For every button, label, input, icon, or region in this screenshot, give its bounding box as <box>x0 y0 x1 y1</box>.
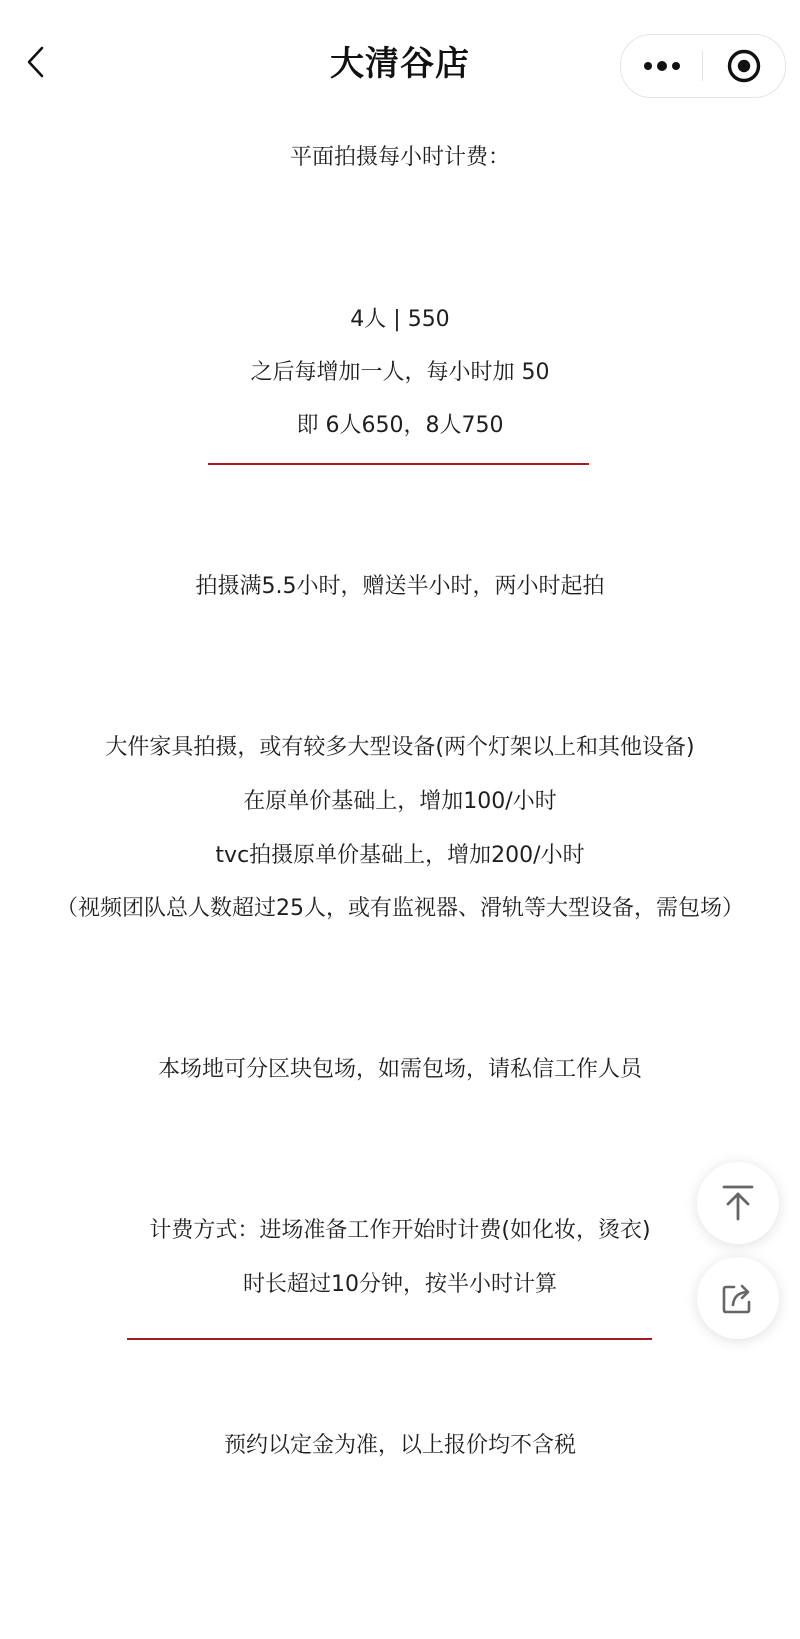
close-miniprogram-button[interactable] <box>703 35 784 97</box>
share-button[interactable] <box>697 1257 779 1339</box>
price-example: 即 6人650，8人750 <box>296 413 504 438</box>
furniture-surcharge: 在原单价基础上，增加100/小时 <box>243 789 557 814</box>
tvc-surcharge: tvc拍摄原单价基础上，增加200/小时 <box>215 843 585 868</box>
target-close-icon <box>726 48 762 84</box>
pricing-heading: 平面拍摄每小时计费： <box>289 145 510 170</box>
billing-method: 计费方式：进场准备工作开始时计费(如化妆，烫衣) <box>149 1218 651 1243</box>
block-booking-note: 本场地可分区块包场，如需包场，请私信工作人员 <box>157 1057 642 1082</box>
price-per-person: 之后每增加一人，每小时加 50 <box>250 360 550 385</box>
divider-line <box>208 463 589 465</box>
page-title: 大清谷店 <box>330 44 470 84</box>
price-base: 4人 | 550 <box>350 307 450 332</box>
back-to-top-icon <box>721 1184 755 1222</box>
miniprogram-capsule <box>620 34 786 98</box>
bonus-note: 拍摄满5.5小时，赠送半小时，两小时起拍 <box>195 574 605 599</box>
video-team-note: （视频团队总人数超过25人，或有监视器、滑轨等大型设备，需包场） <box>56 896 744 921</box>
more-button[interactable] <box>621 35 702 97</box>
furniture-note: 大件家具拍摄，或有较多大型设备(两个灯架以上和其他设备) <box>105 735 695 760</box>
deposit-tax-note: 预约以定金为准，以上报价均不含税 <box>223 1433 576 1458</box>
back-to-top-button[interactable] <box>697 1162 779 1244</box>
share-icon <box>720 1280 756 1316</box>
more-dots-icon <box>642 60 682 72</box>
divider-line <box>127 1338 652 1340</box>
billing-rounding: 时长超过10分钟，按半小时计算 <box>243 1272 557 1297</box>
